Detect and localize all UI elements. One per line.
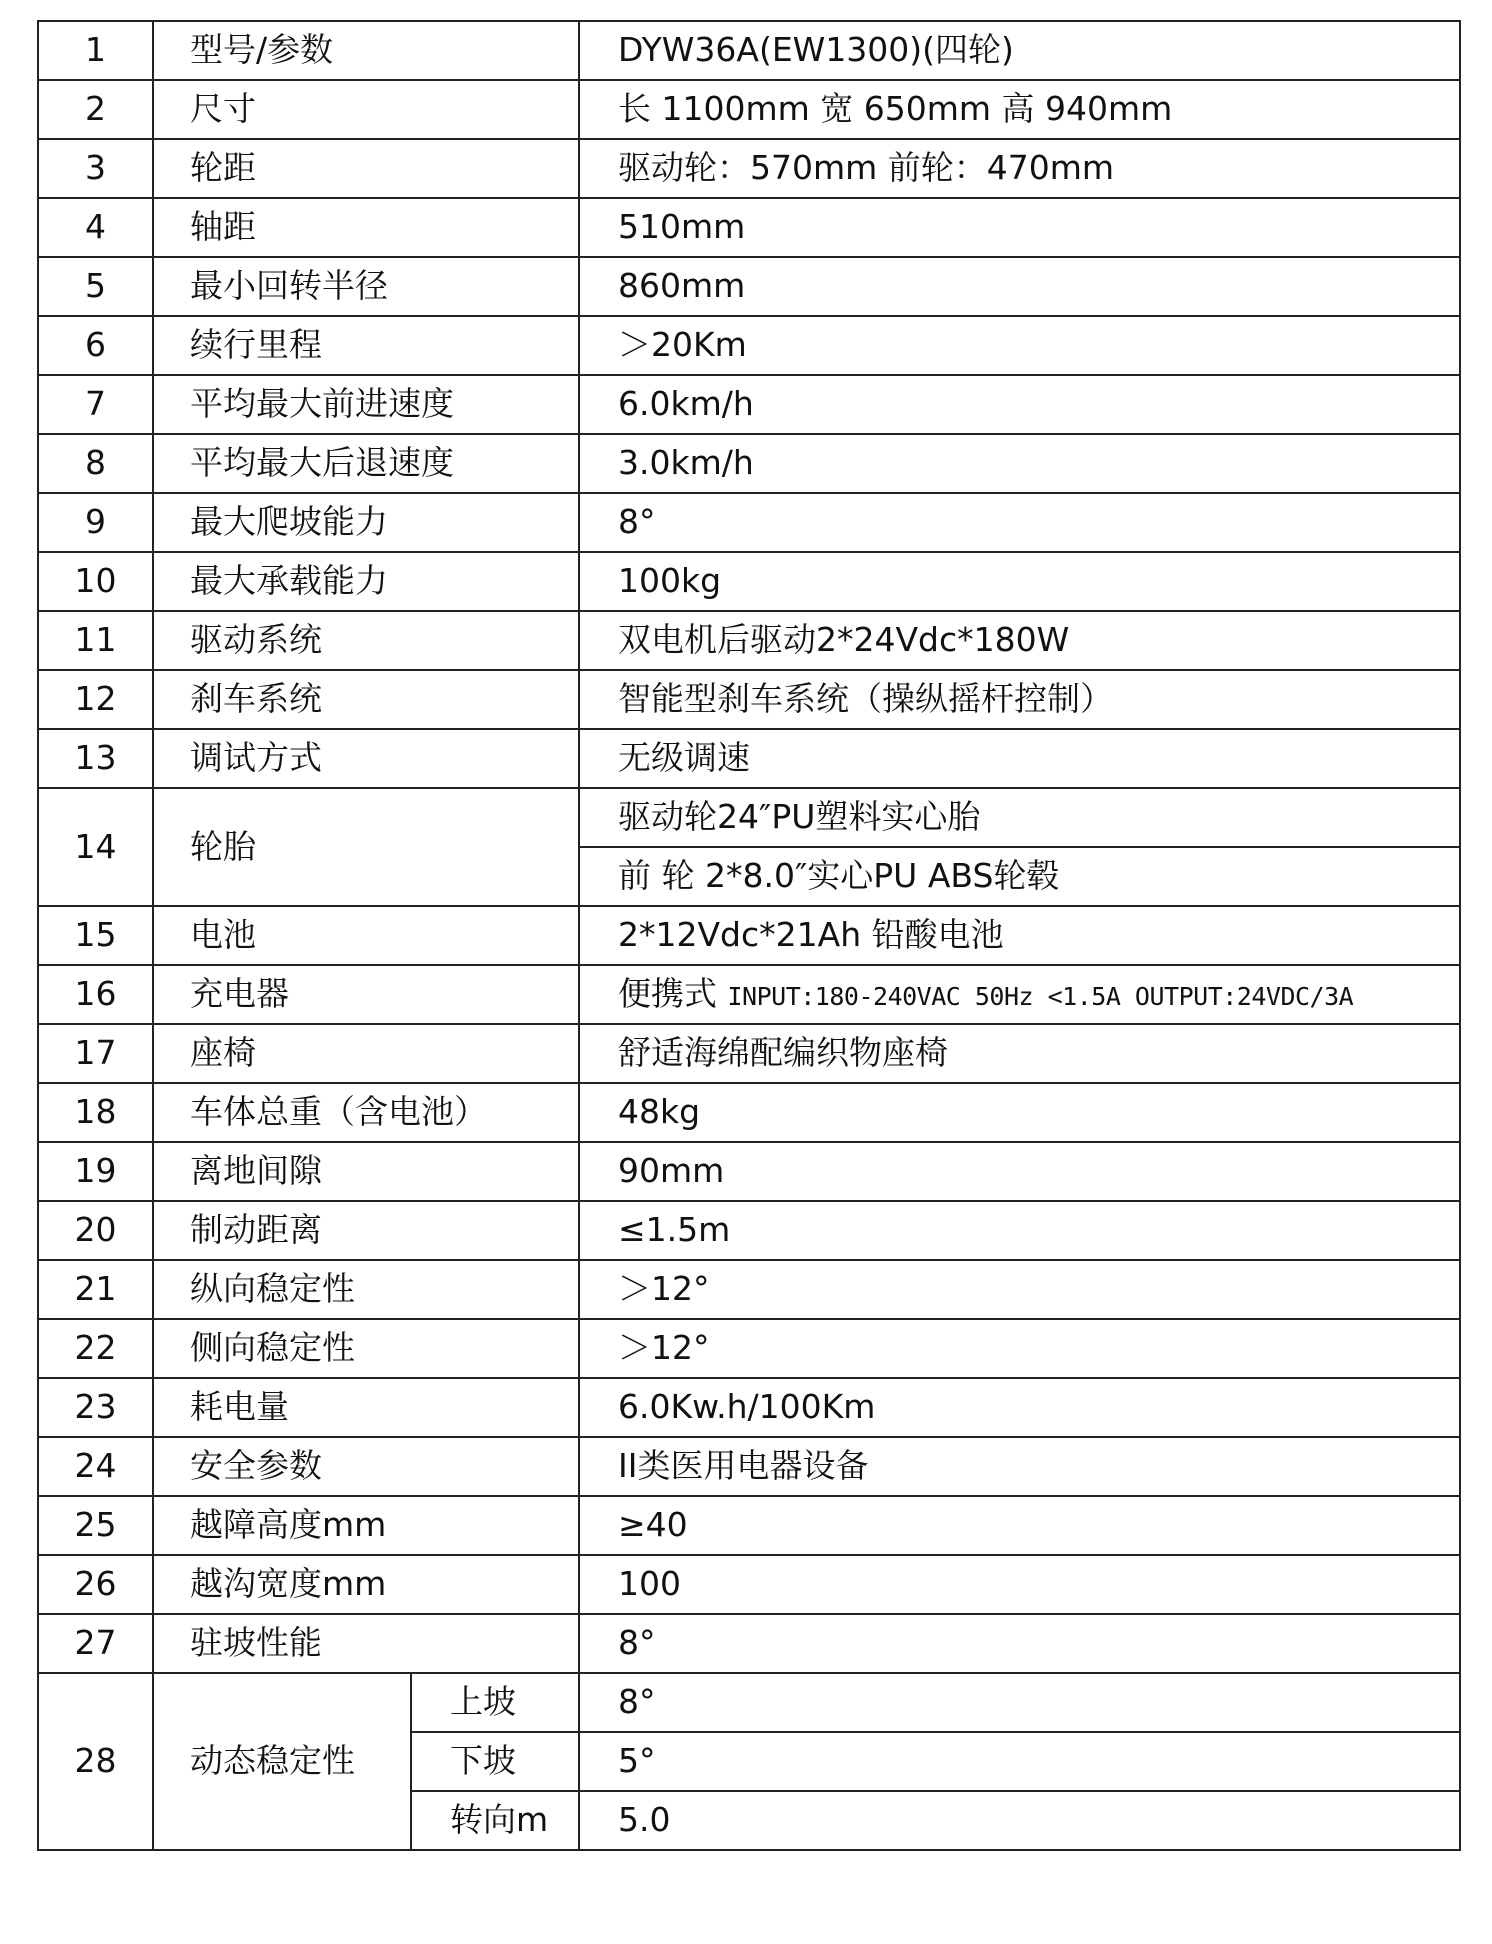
row-number: 11 <box>38 611 153 670</box>
param-name: 电池 <box>153 906 579 965</box>
param-value: 3.0km/h <box>579 434 1460 493</box>
table-row <box>38 1378 1460 1437</box>
row-number: 19 <box>38 1142 153 1201</box>
row-number: 14 <box>38 788 153 906</box>
row-number: 6 <box>38 316 153 375</box>
table-row <box>38 198 1460 257</box>
table-row <box>38 1201 1460 1260</box>
table-row <box>38 434 1460 493</box>
table-row <box>38 375 1460 434</box>
param-value: ≥40 <box>579 1496 1460 1555</box>
param-value: ≤1.5m <box>579 1201 1460 1260</box>
row-number: 10 <box>38 552 153 611</box>
param-name: 轮胎 <box>153 788 579 906</box>
param-name: 充电器 <box>153 965 579 1024</box>
param-name: 纵向稳定性 <box>153 1260 579 1319</box>
param-name: 平均最大前进速度 <box>153 375 579 434</box>
param-name: 最大爬坡能力 <box>153 493 579 552</box>
row-number: 22 <box>38 1319 153 1378</box>
row-number: 24 <box>38 1437 153 1496</box>
param-value <box>579 965 1460 1024</box>
param-value: II类医用电器设备 <box>579 1437 1460 1496</box>
param-value: 8° <box>579 493 1460 552</box>
table-row <box>38 1673 1460 1732</box>
param-value: 6.0Kw.h/100Km <box>579 1378 1460 1437</box>
param-value: 前 轮 2*8.0″实心PU ABS轮毂 <box>579 847 1460 906</box>
param-name: 耗电量 <box>153 1378 579 1437</box>
row-number: 7 <box>38 375 153 434</box>
table-row <box>38 21 1460 80</box>
row-number: 9 <box>38 493 153 552</box>
table-row <box>38 493 1460 552</box>
param-value: 舒适海绵配编织物座椅 <box>579 1024 1460 1083</box>
table-row <box>38 611 1460 670</box>
param-name: 型号/参数 <box>153 21 579 80</box>
param-value: 8° <box>579 1673 1460 1732</box>
param-name: 续行里程 <box>153 316 579 375</box>
table-row <box>38 1260 1460 1319</box>
row-number: 15 <box>38 906 153 965</box>
param-name: 座椅 <box>153 1024 579 1083</box>
param-value: 8° <box>579 1614 1460 1673</box>
param-value: 5° <box>579 1732 1460 1791</box>
row-number: 20 <box>38 1201 153 1260</box>
param-value: ＞12° <box>579 1260 1460 1319</box>
table-row <box>38 670 1460 729</box>
sub-param-name: 下坡 <box>411 1732 579 1791</box>
param-name: 尺寸 <box>153 80 579 139</box>
spec-sheet <box>37 20 1459 1851</box>
table-row <box>38 80 1460 139</box>
row-number: 12 <box>38 670 153 729</box>
param-value: 驱动轮：570mm 前轮：470mm <box>579 139 1460 198</box>
param-name: 轮距 <box>153 139 579 198</box>
param-value: 驱动轮24″PU塑料实心胎 <box>579 788 1460 847</box>
row-number: 2 <box>38 80 153 139</box>
param-name: 动态稳定性 <box>153 1673 411 1850</box>
table-row <box>38 906 1460 965</box>
param-name: 制动距离 <box>153 1201 579 1260</box>
param-name: 越障高度mm <box>153 1496 579 1555</box>
spec-table <box>37 20 1461 1851</box>
table-row <box>38 257 1460 316</box>
param-value: 48kg <box>579 1083 1460 1142</box>
param-value: 5.0 <box>579 1791 1460 1850</box>
param-name: 轴距 <box>153 198 579 257</box>
param-name: 最小回转半径 <box>153 257 579 316</box>
param-name: 驻坡性能 <box>153 1614 579 1673</box>
sub-param-name: 上坡 <box>411 1673 579 1732</box>
row-number: 21 <box>38 1260 153 1319</box>
param-value: 510mm <box>579 198 1460 257</box>
sub-param-name: 转向m <box>411 1791 579 1850</box>
row-number: 26 <box>38 1555 153 1614</box>
param-value: ＞20Km <box>579 316 1460 375</box>
table-row <box>38 552 1460 611</box>
param-value: 100 <box>579 1555 1460 1614</box>
table-row <box>38 1024 1460 1083</box>
table-row <box>38 965 1460 1024</box>
table-row <box>38 1142 1460 1201</box>
table-row <box>38 139 1460 198</box>
param-value: 智能型刹车系统（操纵摇杆控制） <box>579 670 1460 729</box>
row-number: 4 <box>38 198 153 257</box>
param-value: 长 1100mm 宽 650mm 高 940mm <box>579 80 1460 139</box>
param-name: 侧向稳定性 <box>153 1319 579 1378</box>
table-row <box>38 788 1460 847</box>
table-row <box>38 1437 1460 1496</box>
param-name: 离地间隙 <box>153 1142 579 1201</box>
row-number: 17 <box>38 1024 153 1083</box>
param-value: 100kg <box>579 552 1460 611</box>
table-row <box>38 1496 1460 1555</box>
param-name: 驱动系统 <box>153 611 579 670</box>
param-value: 无级调速 <box>579 729 1460 788</box>
charger-spec: INPUT:180-240VAC 50Hz <1.5A OUTPUT:24VDC/3A <box>727 982 1354 1012</box>
param-name: 最大承载能力 <box>153 552 579 611</box>
param-value: 860mm <box>579 257 1460 316</box>
table-row <box>38 729 1460 788</box>
row-number: 18 <box>38 1083 153 1142</box>
row-number: 5 <box>38 257 153 316</box>
row-number: 25 <box>38 1496 153 1555</box>
row-number: 3 <box>38 139 153 198</box>
table-row <box>38 1083 1460 1142</box>
table-row <box>38 1319 1460 1378</box>
charger-type: 便携式 <box>618 974 717 1014</box>
param-name: 车体总重（含电池） <box>153 1083 579 1142</box>
table-row <box>38 1555 1460 1614</box>
param-value: 2*12Vdc*21Ah 铅酸电池 <box>579 906 1460 965</box>
param-name: 越沟宽度mm <box>153 1555 579 1614</box>
param-value: ＞12° <box>579 1319 1460 1378</box>
row-number: 27 <box>38 1614 153 1673</box>
table-row <box>38 316 1460 375</box>
param-value: 90mm <box>579 1142 1460 1201</box>
table-row <box>38 1614 1460 1673</box>
row-number: 8 <box>38 434 153 493</box>
row-number: 23 <box>38 1378 153 1437</box>
row-number: 1 <box>38 21 153 80</box>
param-value: 双电机后驱动2*24Vdc*180W <box>579 611 1460 670</box>
row-number: 28 <box>38 1673 153 1850</box>
param-name: 平均最大后退速度 <box>153 434 579 493</box>
param-value: 6.0km/h <box>579 375 1460 434</box>
param-name: 调试方式 <box>153 729 579 788</box>
param-value: DYW36A(EW1300)(四轮) <box>579 21 1460 80</box>
row-number: 13 <box>38 729 153 788</box>
param-name: 刹车系统 <box>153 670 579 729</box>
row-number: 16 <box>38 965 153 1024</box>
param-name: 安全参数 <box>153 1437 579 1496</box>
